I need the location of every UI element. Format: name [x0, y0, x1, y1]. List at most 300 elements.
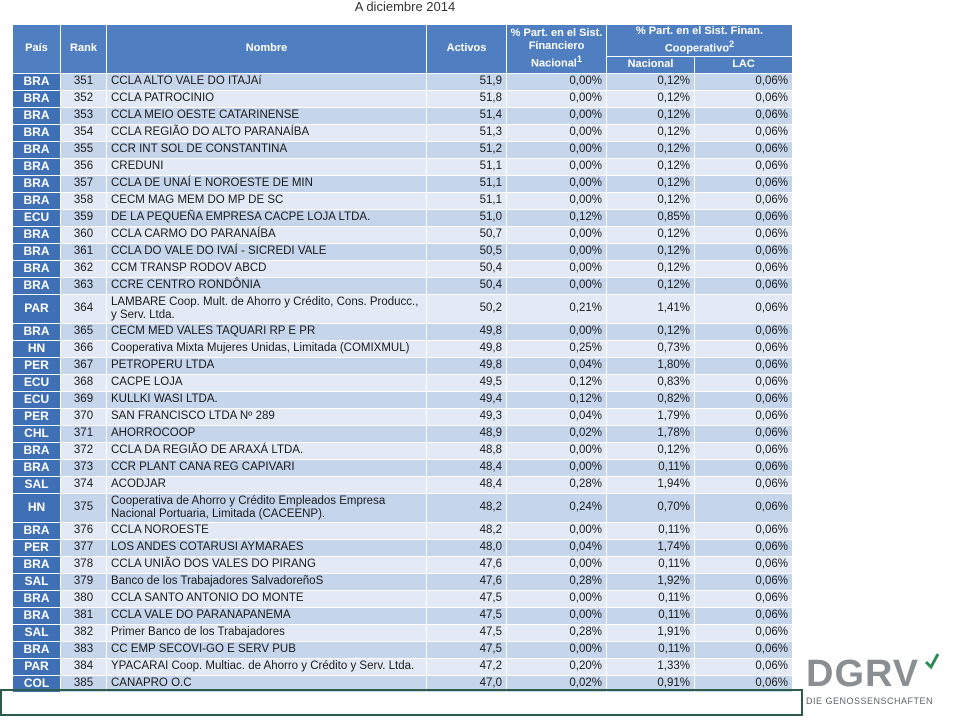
row-nombre: CCLA CARMO DO PARANAÍBA	[107, 226, 427, 243]
row-coop-nacional: 0,11%	[607, 556, 695, 573]
row-rank: 361	[61, 243, 107, 260]
row-nombre: CCLA PATROCINIO	[107, 90, 427, 107]
row-rank: 366	[61, 340, 107, 357]
row-nombre: LOS ANDES COTARUSI AYMARAES	[107, 539, 427, 556]
row-pais: BRA	[13, 556, 61, 573]
row-nombre: CECM MED VALES TAQUARI RP E PR	[107, 323, 427, 340]
row-nombre: CECM MAG MEM DO MP DE SC	[107, 192, 427, 209]
row-activos: 48,4	[427, 459, 507, 476]
row-activos: 47,0	[427, 675, 507, 692]
row-coop-nacional: 0,11%	[607, 522, 695, 539]
row-rank: 372	[61, 442, 107, 459]
row-part-nacional: 0,00%	[507, 522, 607, 539]
row-rank: 367	[61, 357, 107, 374]
dgrv-logo	[806, 652, 960, 720]
row-nombre: ACODJAR	[107, 476, 427, 493]
logo-subtext: DIE GENOSSENSCHAFTEN	[806, 696, 934, 706]
row-coop-lac: 0,06%	[695, 493, 793, 522]
table-row	[13, 209, 793, 226]
row-nombre: CCLA ALTO VALE DO ITAJAí	[107, 73, 427, 90]
row-part-nacional: 0,00%	[507, 607, 607, 624]
row-rank: 382	[61, 624, 107, 641]
row-pais: BRA	[13, 175, 61, 192]
row-coop-lac: 0,06%	[695, 641, 793, 658]
row-rank: 352	[61, 90, 107, 107]
row-rank: 374	[61, 476, 107, 493]
row-coop-nacional: 1,41%	[607, 294, 695, 323]
row-activos: 47,5	[427, 624, 507, 641]
row-activos: 48,0	[427, 539, 507, 556]
row-part-nacional: 0,00%	[507, 107, 607, 124]
table-row	[13, 607, 793, 624]
row-rank: 380	[61, 590, 107, 607]
row-pais: HN	[13, 340, 61, 357]
row-activos: 51,4	[427, 107, 507, 124]
row-coop-nacional: 1,79%	[607, 408, 695, 425]
row-activos: 50,5	[427, 243, 507, 260]
row-activos: 49,8	[427, 357, 507, 374]
row-rank: 355	[61, 141, 107, 158]
row-coop-lac: 0,06%	[695, 459, 793, 476]
row-nombre: CCLA DE UNAÍ E NOROESTE DE MIN	[107, 175, 427, 192]
row-rank: 370	[61, 408, 107, 425]
row-coop-nacional: 0,11%	[607, 607, 695, 624]
row-coop-nacional: 0,12%	[607, 243, 695, 260]
table-row	[13, 408, 793, 425]
row-coop-lac: 0,06%	[695, 340, 793, 357]
row-activos: 51,2	[427, 141, 507, 158]
row-coop-nacional: 0,12%	[607, 175, 695, 192]
row-part-nacional: 0,12%	[507, 209, 607, 226]
row-coop-nacional: 0,70%	[607, 493, 695, 522]
row-part-nacional: 0,00%	[507, 556, 607, 573]
row-rank: 368	[61, 374, 107, 391]
row-coop-nacional: 1,92%	[607, 573, 695, 590]
row-nombre: CCLA NOROESTE	[107, 522, 427, 539]
row-pais: BRA	[13, 90, 61, 107]
row-coop-nacional: 0,12%	[607, 158, 695, 175]
row-pais: PAR	[13, 658, 61, 675]
row-coop-lac: 0,06%	[695, 226, 793, 243]
row-nombre: DE LA PEQUEÑA EMPRESA CACPE LOJA LTDA.	[107, 209, 427, 226]
row-pais: BRA	[13, 226, 61, 243]
header-nombre: Nombre	[107, 25, 427, 74]
row-activos: 51,9	[427, 73, 507, 90]
row-part-nacional: 0,00%	[507, 226, 607, 243]
row-coop-lac: 0,06%	[695, 425, 793, 442]
row-rank: 384	[61, 658, 107, 675]
table-row	[13, 73, 793, 90]
row-part-nacional: 0,25%	[507, 340, 607, 357]
row-part-nacional: 0,12%	[507, 391, 607, 408]
row-coop-nacional: 0,91%	[607, 675, 695, 692]
logo-text: DGRV	[806, 653, 920, 695]
row-pais: PER	[13, 357, 61, 374]
header-activos: Activos	[427, 25, 507, 74]
table-row	[13, 260, 793, 277]
row-rank: 379	[61, 573, 107, 590]
row-coop-nacional: 0,12%	[607, 141, 695, 158]
row-activos: 51,1	[427, 158, 507, 175]
row-nombre: Primer Banco de los Trabajadores	[107, 624, 427, 641]
table-row	[13, 539, 793, 556]
row-coop-lac: 0,06%	[695, 124, 793, 141]
table-row	[13, 243, 793, 260]
row-activos: 50,4	[427, 260, 507, 277]
row-pais: PER	[13, 408, 61, 425]
highlight-box	[0, 689, 803, 716]
row-activos: 49,8	[427, 340, 507, 357]
row-nombre: CCR INT SOL DE CONSTANTINA	[107, 141, 427, 158]
row-rank: 365	[61, 323, 107, 340]
table-row	[13, 624, 793, 641]
row-part-nacional: 0,02%	[507, 425, 607, 442]
row-part-nacional: 0,20%	[507, 658, 607, 675]
table-body	[13, 73, 793, 692]
table-row	[13, 357, 793, 374]
row-rank: 375	[61, 493, 107, 522]
row-activos: 48,8	[427, 442, 507, 459]
row-rank: 356	[61, 158, 107, 175]
row-part-nacional: 0,00%	[507, 124, 607, 141]
row-activos: 51,1	[427, 175, 507, 192]
check-mark-icon	[924, 652, 940, 670]
header-pais: País	[13, 25, 61, 74]
table-row	[13, 158, 793, 175]
table-row	[13, 90, 793, 107]
row-coop-lac: 0,06%	[695, 476, 793, 493]
table-row	[13, 192, 793, 209]
row-nombre: LAMBARE Coop. Mult. de Ahorro y Crédito, Cons. Producc., y Serv. Ltda.	[107, 294, 427, 323]
row-part-nacional: 0,00%	[507, 641, 607, 658]
row-pais: BRA	[13, 607, 61, 624]
row-activos: 47,5	[427, 590, 507, 607]
header-part-nacional-label: % Part. en el Sist. Financiero Nacional	[510, 27, 603, 70]
row-rank: 360	[61, 226, 107, 243]
row-rank: 376	[61, 522, 107, 539]
row-pais: BRA	[13, 124, 61, 141]
row-part-nacional: 0,00%	[507, 141, 607, 158]
row-part-nacional: 0,00%	[507, 442, 607, 459]
row-activos: 47,6	[427, 573, 507, 590]
row-coop-nacional: 1,78%	[607, 425, 695, 442]
row-nombre: CCLA DO VALE DO IVAÍ - SICREDI VALE	[107, 243, 427, 260]
row-coop-lac: 0,06%	[695, 90, 793, 107]
row-pais: BRA	[13, 141, 61, 158]
row-rank: 358	[61, 192, 107, 209]
cooperative-ranking-table	[12, 24, 793, 693]
row-activos: 47,5	[427, 641, 507, 658]
row-part-nacional: 0,00%	[507, 175, 607, 192]
row-nombre: CC EMP SECOVI-GO E SERV PUB	[107, 641, 427, 658]
row-pais: ECU	[13, 374, 61, 391]
row-nombre: SAN FRANCISCO LTDA Nº 289	[107, 408, 427, 425]
row-part-nacional: 0,00%	[507, 158, 607, 175]
row-activos: 47,6	[427, 556, 507, 573]
table-row	[13, 107, 793, 124]
row-coop-lac: 0,06%	[695, 260, 793, 277]
row-coop-lac: 0,06%	[695, 141, 793, 158]
row-coop-nacional: 0,12%	[607, 442, 695, 459]
row-coop-nacional: 0,12%	[607, 124, 695, 141]
row-activos: 50,2	[427, 294, 507, 323]
row-coop-nacional: 0,12%	[607, 107, 695, 124]
row-coop-lac: 0,06%	[695, 675, 793, 692]
row-pais: COL	[13, 675, 61, 692]
header-coop-lac: LAC	[695, 56, 793, 73]
table-row	[13, 522, 793, 539]
row-part-nacional: 0,00%	[507, 90, 607, 107]
row-pais: CHL	[13, 425, 61, 442]
row-part-nacional: 0,00%	[507, 243, 607, 260]
header-coop-group-sup: 2	[729, 39, 735, 49]
row-pais: BRA	[13, 277, 61, 294]
table-row	[13, 556, 793, 573]
row-coop-nacional: 0,12%	[607, 226, 695, 243]
row-activos: 49,8	[427, 323, 507, 340]
row-activos: 49,4	[427, 391, 507, 408]
row-part-nacional: 0,02%	[507, 675, 607, 692]
row-part-nacional: 0,00%	[507, 260, 607, 277]
row-pais: BRA	[13, 260, 61, 277]
row-rank: 377	[61, 539, 107, 556]
row-coop-lac: 0,06%	[695, 73, 793, 90]
row-rank: 364	[61, 294, 107, 323]
row-part-nacional: 0,04%	[507, 357, 607, 374]
row-pais: BRA	[13, 323, 61, 340]
row-part-nacional: 0,24%	[507, 493, 607, 522]
row-rank: 363	[61, 277, 107, 294]
row-pais: PAR	[13, 294, 61, 323]
row-nombre: CCLA REGIÃO DO ALTO PARANAÍBA	[107, 124, 427, 141]
row-coop-lac: 0,06%	[695, 556, 793, 573]
header-coop-nacional: Nacional	[607, 56, 695, 73]
row-nombre: CCLA SANTO ANTONIO DO MONTE	[107, 590, 427, 607]
row-coop-lac: 0,06%	[695, 624, 793, 641]
row-coop-nacional: 0,12%	[607, 192, 695, 209]
table-row	[13, 658, 793, 675]
row-part-nacional: 0,00%	[507, 277, 607, 294]
row-pais: HN	[13, 493, 61, 522]
table-row	[13, 340, 793, 357]
row-coop-lac: 0,06%	[695, 573, 793, 590]
row-activos: 51,3	[427, 124, 507, 141]
table-row	[13, 277, 793, 294]
row-coop-nacional: 0,11%	[607, 641, 695, 658]
row-nombre: KULLKI WASI LTDA.	[107, 391, 427, 408]
row-coop-lac: 0,06%	[695, 277, 793, 294]
row-activos: 51,8	[427, 90, 507, 107]
row-pais: SAL	[13, 476, 61, 493]
row-coop-nacional: 0,12%	[607, 323, 695, 340]
row-nombre: CREDUNI	[107, 158, 427, 175]
row-activos: 47,5	[427, 607, 507, 624]
table-row	[13, 641, 793, 658]
header-coop-group-label: % Part. en el Sist. Finan. Cooperativo	[635, 25, 764, 55]
row-pais: BRA	[13, 158, 61, 175]
table-row	[13, 493, 793, 522]
row-coop-lac: 0,06%	[695, 294, 793, 323]
row-pais: SAL	[13, 573, 61, 590]
table-row	[13, 323, 793, 340]
row-coop-lac: 0,06%	[695, 607, 793, 624]
row-coop-nacional: 1,74%	[607, 539, 695, 556]
row-coop-lac: 0,06%	[695, 323, 793, 340]
row-coop-nacional: 1,33%	[607, 658, 695, 675]
table-row	[13, 141, 793, 158]
row-coop-nacional: 0,12%	[607, 260, 695, 277]
row-rank: 383	[61, 641, 107, 658]
row-nombre: CCRE CENTRO RONDÔNIA	[107, 277, 427, 294]
row-pais: BRA	[13, 442, 61, 459]
table-row	[13, 374, 793, 391]
row-coop-nacional: 0,12%	[607, 73, 695, 90]
table-row	[13, 391, 793, 408]
row-nombre: CACPE LOJA	[107, 374, 427, 391]
row-part-nacional: 0,12%	[507, 374, 607, 391]
row-coop-nacional: 0,83%	[607, 374, 695, 391]
row-rank: 353	[61, 107, 107, 124]
row-part-nacional: 0,00%	[507, 192, 607, 209]
header-part-nacional-sup: 1	[576, 54, 582, 64]
row-activos: 50,7	[427, 226, 507, 243]
row-part-nacional: 0,28%	[507, 573, 607, 590]
row-coop-nacional: 0,12%	[607, 277, 695, 294]
row-coop-lac: 0,06%	[695, 158, 793, 175]
table-row	[13, 294, 793, 323]
row-nombre: Cooperativa Mixta Mujeres Unidas, Limitada (COMIXMUL)	[107, 340, 427, 357]
table-row	[13, 476, 793, 493]
row-rank: 354	[61, 124, 107, 141]
row-coop-nacional: 0,85%	[607, 209, 695, 226]
row-nombre: AHORROCOOP	[107, 425, 427, 442]
row-pais: ECU	[13, 391, 61, 408]
table-row	[13, 425, 793, 442]
row-rank: 369	[61, 391, 107, 408]
row-activos: 50,4	[427, 277, 507, 294]
row-part-nacional: 0,00%	[507, 323, 607, 340]
row-coop-nacional: 1,80%	[607, 357, 695, 374]
row-nombre: CCLA MEIO OESTE CATARINENSE	[107, 107, 427, 124]
row-pais: BRA	[13, 641, 61, 658]
row-activos: 48,9	[427, 425, 507, 442]
row-coop-lac: 0,06%	[695, 391, 793, 408]
row-activos: 48,2	[427, 522, 507, 539]
row-rank: 373	[61, 459, 107, 476]
row-rank: 371	[61, 425, 107, 442]
table-row	[13, 124, 793, 141]
row-rank: 385	[61, 675, 107, 692]
row-nombre: CCLA UNIÃO DOS VALES DO PIRANG	[107, 556, 427, 573]
row-activos: 49,5	[427, 374, 507, 391]
row-part-nacional: 0,28%	[507, 476, 607, 493]
row-activos: 51,0	[427, 209, 507, 226]
row-part-nacional: 0,00%	[507, 590, 607, 607]
row-nombre: CCR PLANT CANA REG CAPIVARI	[107, 459, 427, 476]
row-coop-lac: 0,06%	[695, 408, 793, 425]
row-coop-nacional: 0,82%	[607, 391, 695, 408]
row-coop-lac: 0,06%	[695, 209, 793, 226]
row-nombre: CANAPRO O.C	[107, 675, 427, 692]
row-nombre: Banco de los Trabajadores SalvadoreñoS	[107, 573, 427, 590]
table-row	[13, 459, 793, 476]
row-coop-lac: 0,06%	[695, 522, 793, 539]
row-pais: BRA	[13, 459, 61, 476]
header-rank: Rank	[61, 25, 107, 74]
row-coop-lac: 0,06%	[695, 243, 793, 260]
table-row	[13, 175, 793, 192]
row-coop-lac: 0,06%	[695, 539, 793, 556]
row-coop-lac: 0,06%	[695, 175, 793, 192]
row-pais: BRA	[13, 243, 61, 260]
row-coop-nacional: 0,73%	[607, 340, 695, 357]
row-coop-lac: 0,06%	[695, 357, 793, 374]
table-row	[13, 573, 793, 590]
row-nombre: CCLA VALE DO PARANAPANEMA	[107, 607, 427, 624]
row-coop-nacional: 0,12%	[607, 90, 695, 107]
row-activos: 48,2	[427, 493, 507, 522]
row-part-nacional: 0,00%	[507, 459, 607, 476]
row-coop-lac: 0,06%	[695, 192, 793, 209]
row-rank: 378	[61, 556, 107, 573]
row-activos: 51,1	[427, 192, 507, 209]
row-coop-lac: 0,06%	[695, 374, 793, 391]
row-pais: BRA	[13, 590, 61, 607]
table-row	[13, 226, 793, 243]
row-pais: PER	[13, 539, 61, 556]
row-part-nacional: 0,04%	[507, 539, 607, 556]
row-coop-lac: 0,06%	[695, 658, 793, 675]
row-part-nacional: 0,00%	[507, 73, 607, 90]
row-rank: 381	[61, 607, 107, 624]
row-part-nacional: 0,21%	[507, 294, 607, 323]
row-part-nacional: 0,28%	[507, 624, 607, 641]
header-row	[13, 25, 793, 57]
row-nombre: CCM TRANSP RODOV ABCD	[107, 260, 427, 277]
row-coop-nacional: 0,11%	[607, 459, 695, 476]
row-pais: BRA	[13, 107, 61, 124]
row-activos: 47,2	[427, 658, 507, 675]
row-rank: 359	[61, 209, 107, 226]
report-subtitle: A diciembre 2014	[354, 0, 456, 14]
row-coop-lac: 0,06%	[695, 590, 793, 607]
row-pais: BRA	[13, 73, 61, 90]
row-nombre: YPACARAI Coop. Multiac. de Ahorro y Crédito y Serv. Ltda.	[107, 658, 427, 675]
row-nombre: Cooperativa de Ahorro y Crédito Empleados Empresa Nacional Portuaria, Limitada (CACEENP).	[107, 493, 427, 522]
row-part-nacional: 0,04%	[507, 408, 607, 425]
row-pais: BRA	[13, 192, 61, 209]
header-coop-group	[607, 25, 793, 57]
row-activos: 49,3	[427, 408, 507, 425]
table-row	[13, 590, 793, 607]
row-rank: 362	[61, 260, 107, 277]
row-coop-lac: 0,06%	[695, 107, 793, 124]
row-rank: 351	[61, 73, 107, 90]
row-rank: 357	[61, 175, 107, 192]
row-coop-lac: 0,06%	[695, 442, 793, 459]
table-row	[13, 442, 793, 459]
row-pais: BRA	[13, 522, 61, 539]
row-activos: 48,4	[427, 476, 507, 493]
row-coop-nacional: 0,11%	[607, 590, 695, 607]
row-pais: ECU	[13, 209, 61, 226]
row-nombre: CCLA DA REGIÃO DE ARAXÁ LTDA.	[107, 442, 427, 459]
header-part-nacional	[507, 25, 607, 74]
row-pais: SAL	[13, 624, 61, 641]
row-nombre: PETROPERU LTDA	[107, 357, 427, 374]
row-coop-nacional: 1,94%	[607, 476, 695, 493]
row-coop-nacional: 1,91%	[607, 624, 695, 641]
